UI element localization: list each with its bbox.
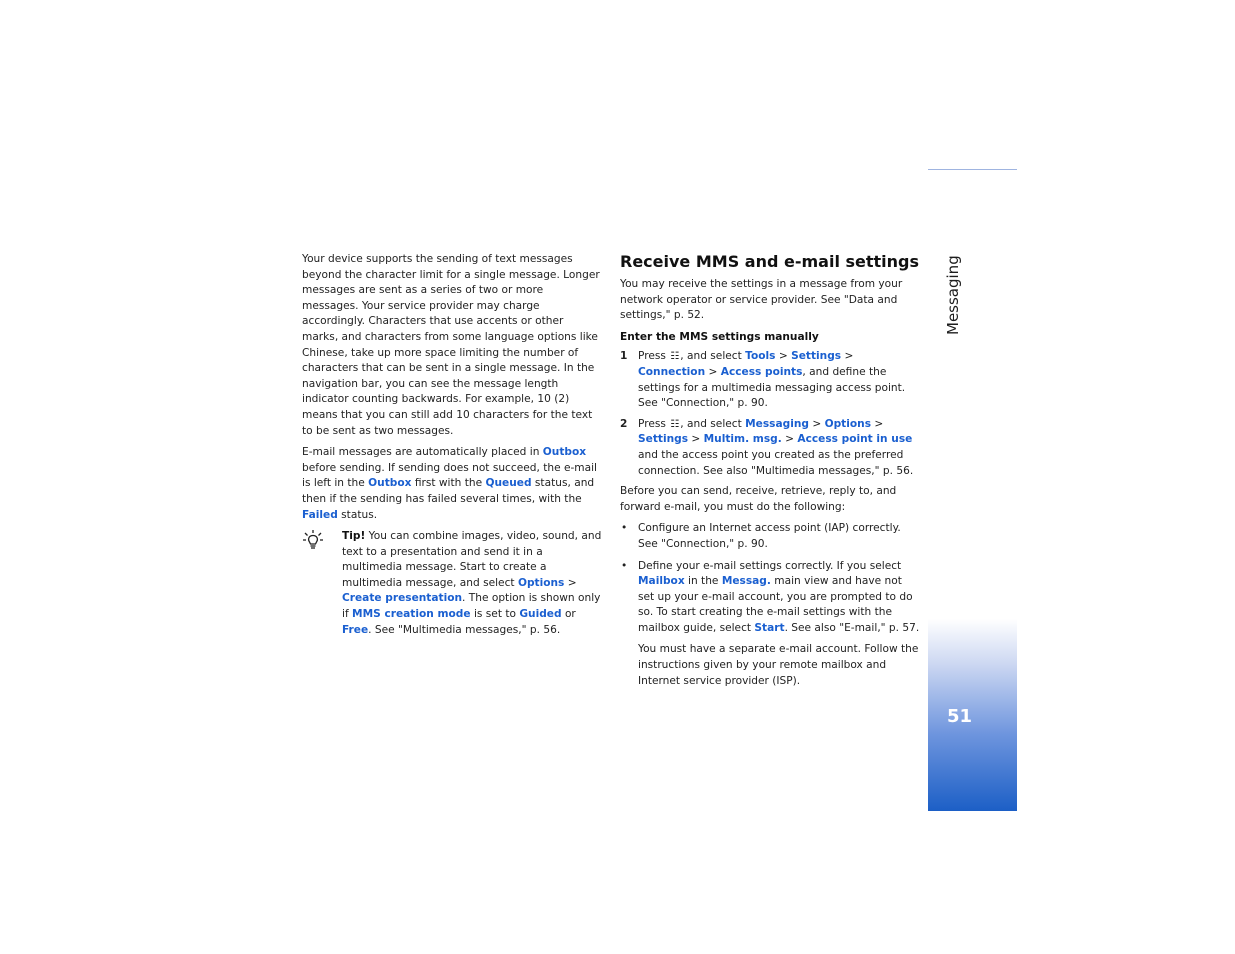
page-number: 51 [947,706,973,727]
step-number: 2 [620,417,628,430]
settings-term: Settings [791,350,842,363]
right-column [620,252,920,695]
tools-term: Tools [745,350,776,363]
list-item: • Configure an Internet access point (IAP) correctly. See "Connection," p. 90. [621,522,901,550]
step-number: 1 [620,350,628,363]
messaging-term: Messaging [745,417,809,430]
guided-term: Guided [519,608,562,621]
connection-term: Connection [638,365,706,378]
create-presentation-term: Create presentation [342,592,463,605]
step-2: 2 Press ☷, and select Messaging > Options > Settings > Multim. msg. > Access point in use and the access point you created as the preferred connection. See also "Multimedia messages," p. 56. [620,417,914,477]
subsection-heading: Enter the MMS settings manually [620,330,819,343]
email-prereq-paragraph: Before you can send, receive, retrieve, reply to, and forward e-mail, you must do the following: [620,485,897,513]
menu-key-icon: ☷ [670,418,680,430]
chapter-title: Messaging [944,255,962,335]
section-heading: Receive MMS and e-mail settings [620,252,920,271]
lightbulb-icon [302,529,324,551]
step-1: 1 Press ☷, and select Tools > Settings > Connection > Access points, and define the settings for a multimedia messaging access point. See "Connection," p. 90. [620,350,906,410]
email-account-note: You must have a separate e-mail account. Follow the instructions given by your remote mailbox and Internet service provider (ISP). [638,643,919,687]
steps-list [620,349,920,479]
tip-label: Tip! [342,530,366,543]
free-term: Free [342,623,369,636]
access-point-in-use-term: Access point in use [797,433,913,446]
bullet-icon: • [621,559,628,572]
messag-term: Messag. [721,575,771,588]
outbox-term: Outbox [368,477,412,490]
chapter-tab [928,169,1017,811]
options-term: Options [824,417,872,430]
queued-term: Queued [485,477,532,490]
sms-length-paragraph: Your device supports the sending of text messages beyond the character limit for a single message. Longer messages are sent as a series of two or more messages. Your service provider may charge accordingly. Characters that use accents or other marks, and characters from some language options like Chinese, take up more space limiting the number of characters that can be sent in a single message. In the navigation bar, you can see the message length indicator counting backwards. For example, 10 (2) means that you can still add 10 characters for the text to be sent as two messages. [302,253,600,437]
start-term: Start [754,621,785,634]
bullet-icon: • [621,522,628,535]
options-term: Options [517,576,565,589]
email-outbox-paragraph: E-mail messages are automatically placed in Outbox before sending. If sending does not succeed, the e-mail is left in the Outbox first with the Queued status, and then if the sending has failed several times, with the Failed status. [302,446,597,521]
mailbox-term: Mailbox [638,575,685,588]
failed-term: Failed [302,508,338,521]
intro-paragraph: You may receive the settings in a message from your network operator or service provider. See "Data and settings," p. 52. [620,278,903,322]
prereq-list [620,521,920,636]
tip-box: Tip! You can combine images, video, sound, and text to a presentation and send it in a multimedia message. Start to create a multimedia message, and select Options > Create presentation. The option is shown only if MMS creation mode is set to Guided or Free. See "Multimedia messages," p. 56. [302,529,602,638]
multim-msg-term: Multim. msg. [703,433,782,446]
mms-creation-mode-term: MMS creation mode [352,608,471,621]
access-points-term: Access points [720,365,803,378]
left-column [302,252,602,638]
outbox-term: Outbox [542,446,587,459]
settings-term: Settings [638,433,689,446]
menu-key-icon: ☷ [670,351,680,363]
list-item: • Define your e-mail settings correctly. If you select Mailbox in the Messag. main view and have not set up your e-mail account, you are prompted to do so. To start creating the e-mail settings with the mailbox guide, select Start. See also "E-mail," p. 57. [621,559,920,634]
